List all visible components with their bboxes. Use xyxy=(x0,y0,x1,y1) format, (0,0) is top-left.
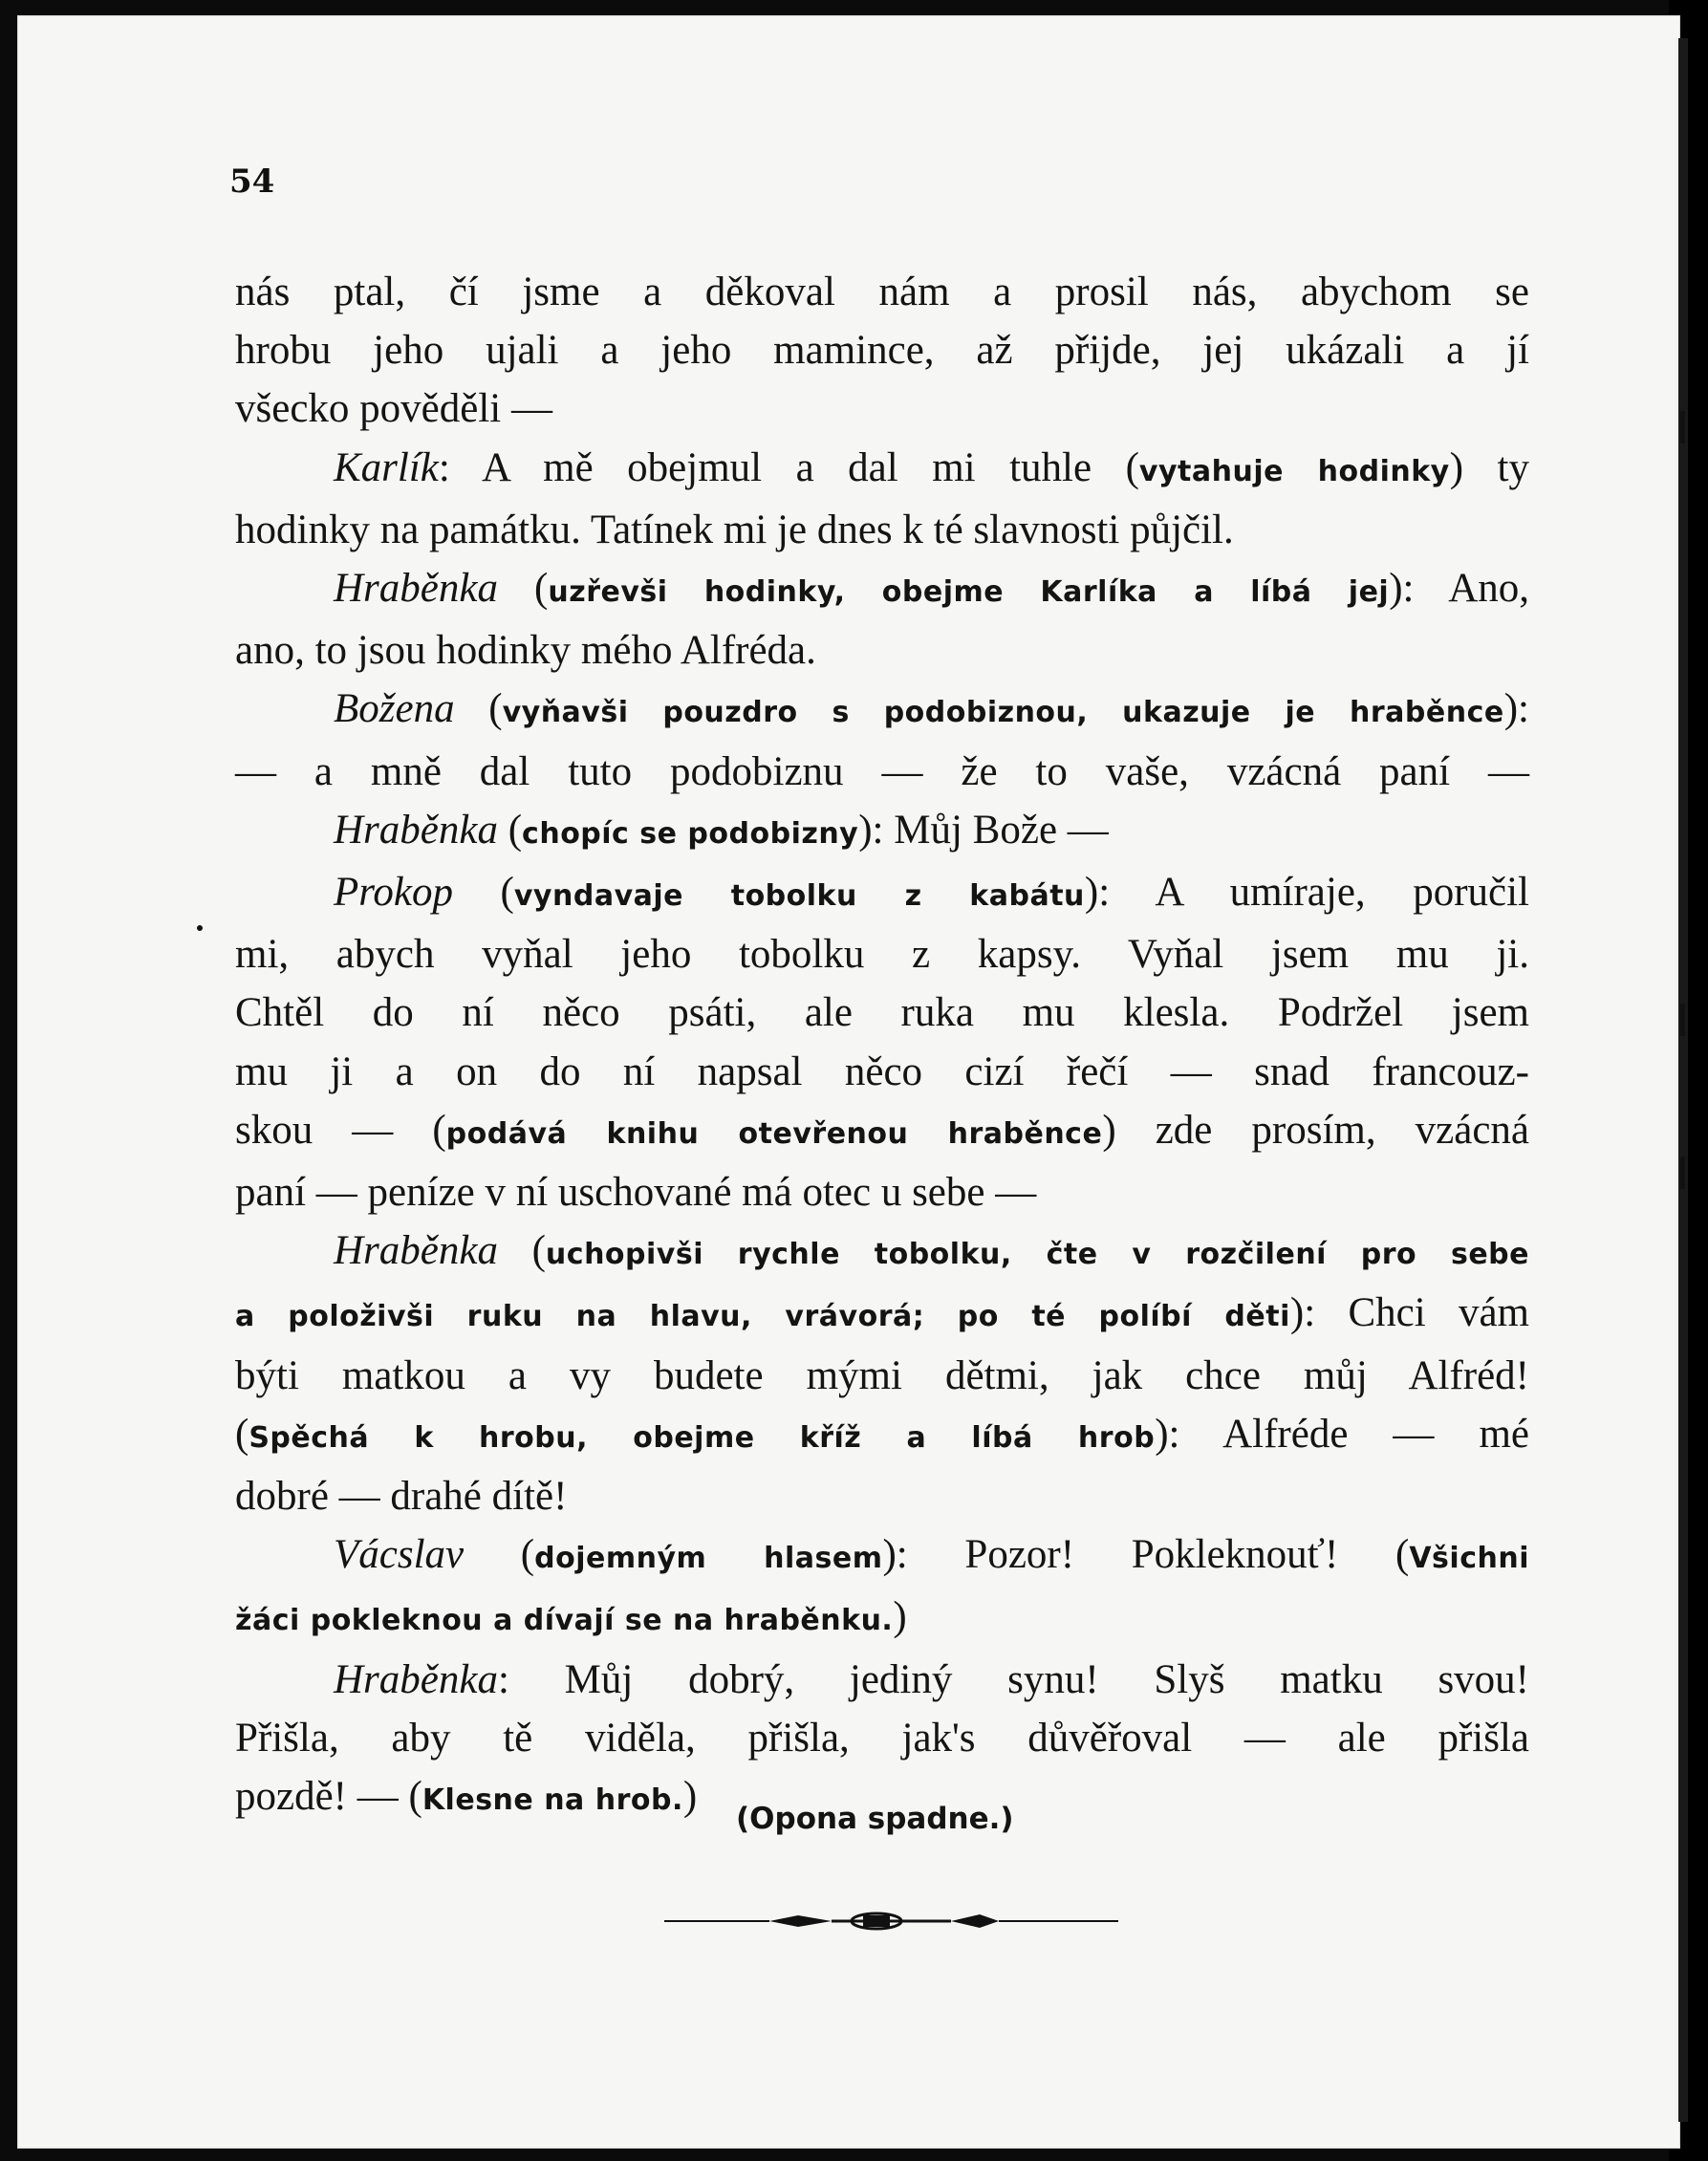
text-line xyxy=(235,321,1529,379)
dialogue-text: — a mně dal tuto podobiznu — že to vaše, vzácná paní — xyxy=(235,748,1529,794)
text-line xyxy=(235,1043,1529,1101)
text-line xyxy=(235,1467,1529,1525)
text-line xyxy=(235,621,1529,680)
dialogue-text: pozdě! — ( xyxy=(235,1774,422,1820)
dialogue-text: : Můj dobrý, jediný synu! Slyš matku svou! xyxy=(497,1656,1529,1702)
dialogue-text: Chtěl do ní něco psáti, ale ruka mu klesla. Podržel jsem xyxy=(235,990,1529,1036)
text-line xyxy=(235,1347,1529,1405)
text-line xyxy=(235,743,1529,801)
dialogue-text: ( xyxy=(453,870,514,916)
dialogue-text: ) xyxy=(682,1774,698,1820)
text-line xyxy=(235,1284,1529,1346)
page-edge xyxy=(1676,38,1688,2122)
stage-direction: Klesne na hrob. xyxy=(422,1783,683,1818)
text-line xyxy=(235,439,1529,501)
stage-direction: Všichni xyxy=(1409,1542,1529,1576)
dialogue-text: ( xyxy=(497,566,549,612)
dialogue-text: ( xyxy=(497,1228,546,1274)
text-line xyxy=(235,801,1529,863)
text-line xyxy=(235,1588,1529,1650)
dialogue-text: ) ty xyxy=(1449,444,1529,490)
dialogue-text: mu ji a on do ní napsal něco cizí řečí — snad francouz- xyxy=(235,1048,1529,1094)
dialogue-text: hodinky na památku. Tatínek mi je dnes k té slavnosti půjčil. xyxy=(235,507,1234,552)
dialogue-text: skou — ( xyxy=(235,1107,446,1153)
dialogue-text: ) xyxy=(893,1594,907,1640)
dialogue-text: ( xyxy=(454,686,503,732)
dialogue-text: ): Pozor! Pokleknouť! ( xyxy=(882,1532,1410,1578)
margin-speck xyxy=(197,925,203,931)
dialogue-text: ): Ano, xyxy=(1389,566,1530,612)
text-line xyxy=(235,983,1529,1042)
text-line xyxy=(235,1525,1529,1588)
text-line xyxy=(235,863,1529,925)
stage-direction: uchopivši rychle tobolku, čte v rozčilení pro sebe xyxy=(545,1238,1529,1272)
text-line xyxy=(235,1405,1529,1467)
text-line xyxy=(235,1221,1529,1284)
stage-direction: chopíc se podobizny xyxy=(522,816,859,851)
text-line xyxy=(235,263,1529,321)
dialogue-text: ( xyxy=(235,1411,249,1457)
text-line xyxy=(235,1101,1529,1163)
speaker-name: Hraběnka xyxy=(334,807,498,853)
ornament-divider xyxy=(664,1902,1118,1940)
speaker-name: Božena xyxy=(334,686,455,732)
dialogue-text: ): Můj Bože — xyxy=(858,807,1109,853)
text-line xyxy=(235,1709,1529,1767)
dialogue-text: ): xyxy=(1503,686,1529,732)
stage-direction: žáci pokleknou a dívají se na hraběnku. xyxy=(235,1604,894,1638)
dialogue-text: Přišla, aby tě viděla, přišla, jak's důvěřoval — ale přišla xyxy=(235,1715,1529,1761)
stage-direction: uzřevši hodinky, obejme Karlíka a líbá jej xyxy=(548,575,1390,610)
stage-direction: a položivši ruku na hlavu, vrávorá; po té políbí děti xyxy=(235,1300,1290,1334)
stage-direction: vyňavši pouzdro s podobiznou, ukazuje je hraběnce xyxy=(502,696,1504,730)
stage-direction: podává knihu otevřenou hraběnce xyxy=(445,1116,1103,1151)
dialogue-text: ): Alfréde — mé xyxy=(1155,1411,1529,1457)
text-line xyxy=(235,501,1529,559)
text-line xyxy=(235,559,1529,621)
speaker-name: Prokop xyxy=(334,870,453,916)
margin-tick xyxy=(1680,411,1685,443)
text-line xyxy=(235,680,1529,742)
speaker-name: Karlík xyxy=(334,444,439,490)
dialogue-text: hrobu jeho ujali a jeho mamince, až přijde, jej ukázali a jí xyxy=(235,328,1529,374)
dialogue-text: všecko pověděli — xyxy=(235,386,552,432)
text-line xyxy=(235,925,1529,983)
margin-tick xyxy=(1680,1156,1685,1189)
text-line xyxy=(235,1163,1529,1221)
dialogue-text: dobré — drahé dítě! xyxy=(235,1474,568,1520)
dialogue-text: ): A umíraje, poručil xyxy=(1084,870,1530,916)
dialogue-text: mi, abych vyňal jeho tobolku z kapsy. Vyňal jsem mu ji. xyxy=(235,932,1529,978)
curtain-direction: (Opona spadne.) xyxy=(736,1802,1014,1836)
stage-direction: vyndavaje tobolku z kabátu xyxy=(513,879,1085,914)
dialogue-text: býti matkou a vy budete mými dětmi, jak chce můj Alfréd! xyxy=(235,1352,1529,1398)
speaker-name: Hraběnka xyxy=(334,566,498,612)
stage-direction: Spěchá k hrobu, obejme kříž a líbá hrob xyxy=(249,1420,1156,1455)
dialogue-text: ( xyxy=(464,1532,535,1578)
dialogue-text: : A mě obejmul a dal mi tuhle ( xyxy=(438,444,1139,490)
dialogue-text: ano, to jsou hodinky mého Alfréda. xyxy=(235,628,816,674)
dialogue-text: ): Chci vám xyxy=(1289,1290,1530,1336)
speaker-name: Hraběnka xyxy=(334,1228,498,1274)
page-number: 54 xyxy=(229,162,275,201)
stage-direction: dojemným hlasem xyxy=(534,1542,883,1576)
dialogue-text: ( xyxy=(497,807,523,853)
dialogue-text: paní — peníze v ní uschované má otec u sebe — xyxy=(235,1170,1037,1216)
text-line xyxy=(235,379,1529,438)
margin-tick xyxy=(1680,1004,1685,1036)
text-line xyxy=(235,1651,1529,1709)
speaker-name: Vácslav xyxy=(334,1532,465,1578)
stage-direction: vytahuje hodinky xyxy=(1138,454,1450,488)
speaker-name: Hraběnka xyxy=(334,1656,498,1702)
play-text xyxy=(235,263,1529,1829)
dialogue-text: nás ptal, čí jsme a děkoval nám a prosil nás, abychom se xyxy=(235,270,1529,314)
dialogue-text: ) zde prosím, vzácná xyxy=(1102,1107,1529,1153)
